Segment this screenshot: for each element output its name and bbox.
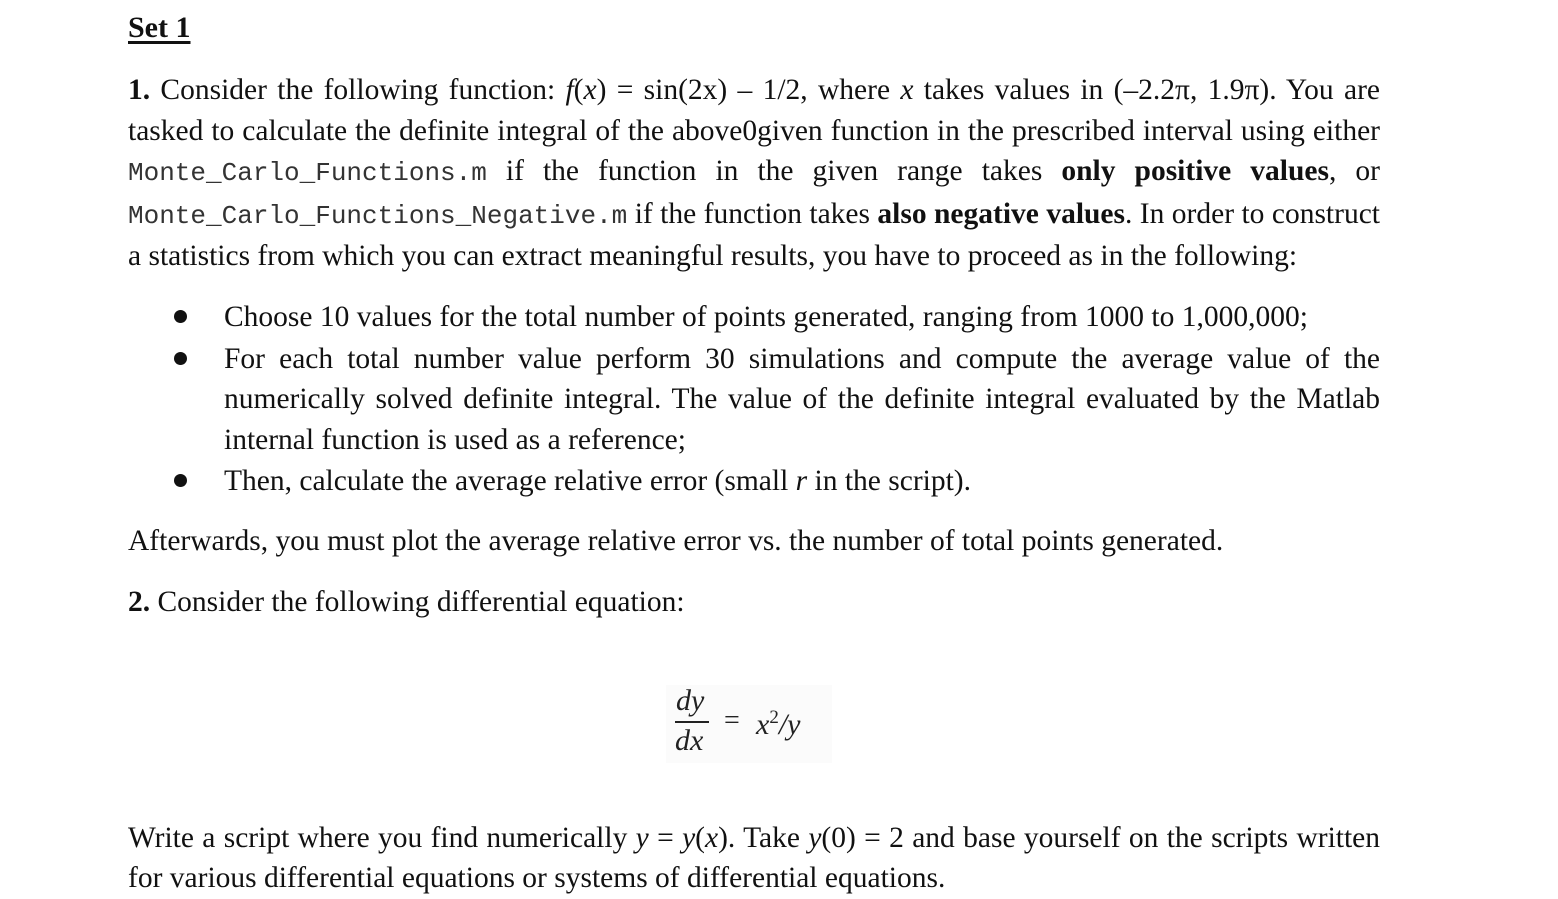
q1-text-1: Consider the following function: <box>150 74 566 106</box>
code-monte-carlo-functions: Monte_Carlo_Functions.m <box>128 158 487 189</box>
question-2-number: 2. <box>128 585 151 618</box>
q1-text-6: , or <box>1328 155 1380 188</box>
q1-var-x-2: x <box>900 74 914 106</box>
afterwards-paragraph: Afterwards, you must plot the average relative error vs. the number of total points generated. <box>128 524 1224 557</box>
q1-var-x-1: x <box>583 74 597 106</box>
final-var-y-3: y <box>808 821 822 854</box>
differential-equation <box>666 685 832 763</box>
question-1-paragraph <box>128 70 1380 277</box>
q1-text-3: ) = sin(2x) – 1/2, where <box>596 74 901 106</box>
question-1-number: 1. <box>128 74 151 106</box>
final-text-5: (0) = 2 and base yourself on the scripts written for various differential equations or systems of differential equations. <box>128 821 1380 895</box>
bullet-icon <box>174 310 187 323</box>
q1-text-7: if the function takes <box>627 197 878 230</box>
q1-func-name: f <box>565 74 574 106</box>
list-item <box>128 339 1380 461</box>
final-text-1: Write a script where you find numerically <box>128 821 636 854</box>
final-text-3: ( <box>695 821 705 854</box>
final-paragraph <box>128 818 1380 899</box>
final-var-x: x <box>705 821 719 854</box>
q1-text-5: if the function in the given range takes <box>486 155 1062 188</box>
equation-denominator: dx <box>675 724 704 757</box>
bullet-icon <box>174 474 187 487</box>
question-2-text: Consider the following differential equation: <box>150 585 685 618</box>
question-2-paragraph <box>128 582 1380 623</box>
equation-equals: = <box>724 705 740 736</box>
q1-bold-negative: also negative values <box>877 197 1125 230</box>
final-var-y-2: y <box>682 821 696 854</box>
rhs-exponent: 2 <box>769 707 779 728</box>
document-page <box>128 8 1380 622</box>
bullet-icon <box>174 352 187 365</box>
section-title: Set 1 <box>128 11 191 44</box>
q1-text-4: takes values in (–2.2π, 1.9π). You are tasked to calculate the definite integral of the above0given function in the prescribed interval using either <box>128 74 1380 147</box>
list-item-text-end: in the script). <box>807 465 971 498</box>
instruction-list <box>128 297 1380 502</box>
final-text-4: ). Take <box>718 821 809 854</box>
q1-text-8: . In order to construct a statistics from which you can extract meaningful results, you have to proceed as in the following: <box>128 197 1380 273</box>
list-item-var-r: r <box>795 465 808 498</box>
q1-bold-positive: only positive values <box>1061 155 1329 188</box>
fraction-bar <box>675 721 709 723</box>
list-item <box>128 461 1380 502</box>
final-var-y-1: y <box>635 821 649 854</box>
code-monte-carlo-functions-negative: Monte_Carlo_Functions_Negative.m <box>128 200 628 231</box>
rhs-rest: /y <box>778 708 801 741</box>
q1-text-2: ( <box>573 74 584 106</box>
list-item-text: Then, calculate the average relative error (small <box>224 465 796 498</box>
list-item-text: Choose 10 values for the total number of points generated, ranging from 1000 to 1,000,000; <box>224 300 1308 333</box>
equation-rhs <box>756 701 800 742</box>
final-text-2: = <box>648 821 683 854</box>
rhs-base: x <box>756 708 770 741</box>
list-item-text: For each total number value perform 30 simulations and compute the average value of the numerically solved definite integral. The value of the definite integral evaluated by the Matlab internal function is used as a reference; <box>224 342 1380 456</box>
list-item <box>128 297 1380 338</box>
equation-numerator: dy <box>676 684 705 717</box>
